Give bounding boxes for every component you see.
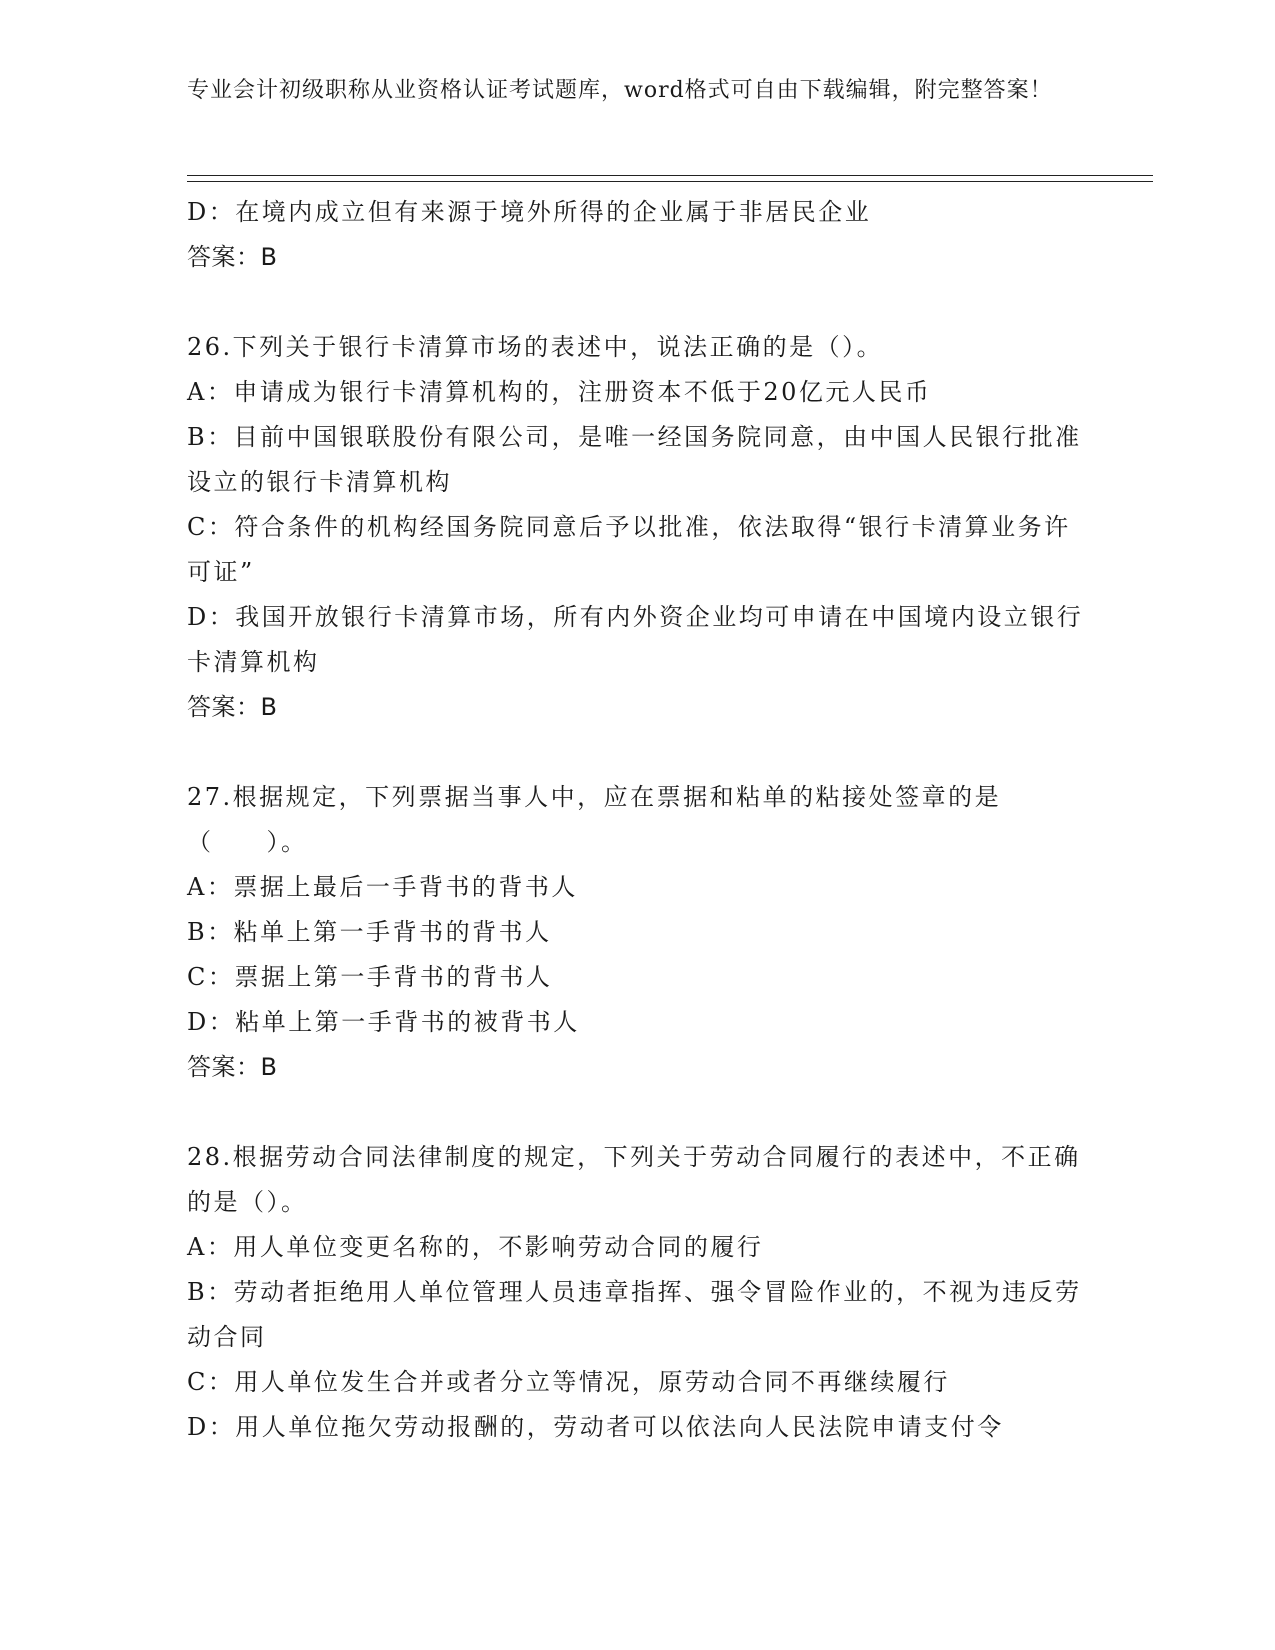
question-27-answer: 答案：B [187,1053,278,1081]
question-27-stem: 27.根据规定，下列票据当事人中，应在票据和粘单的粘接处签章的是（ ）。 [187,783,1002,856]
question-26-option-c: C：符合条件的机构经国务院同意后予以批准，依法取得“银行卡清算业务许可证” [187,513,1071,586]
question-26-answer: 答案：B [187,693,278,721]
question-26-option-a: A：申请成为银行卡清算机构的，注册资本不低于20亿元人民币 [187,378,932,406]
question-28-option-b: B：劳动者拒绝用人单位管理人员违章指挥、强令冒险作业的，不视为违反劳动合同 [187,1278,1082,1351]
spacer [187,280,1087,325]
question-27-option-d: D：粘单上第一手背书的被背书人 [187,1008,580,1036]
question-27-option-a: A：票据上最后一手背书的背书人 [187,873,578,901]
question-28-option-c: C：用人单位发生合并或者分立等情况，原劳动合同不再继续履行 [187,1368,950,1396]
question-26-stem: 26.下列关于银行卡清算市场的表述中，说法正确的是（）。 [187,333,884,361]
header-divider [187,175,1153,182]
question-26-option-b: B：目前中国银联股份有限公司，是唯一经国务院同意，由中国人民银行批准设立的银行卡清算机构 [187,423,1082,496]
question-27-option-c: C：票据上第一手背书的背书人 [187,963,553,991]
spacer [187,1090,1087,1135]
prev-option-d: D：在境内成立但有来源于境外所得的企业属于非居民企业 [187,198,872,226]
question-28-stem: 28.根据劳动合同法律制度的规定，下列关于劳动合同履行的表述中，不正确的是（）。 [187,1143,1081,1216]
page-header: 专业会计初级职称从业资格认证考试题库，word格式可自由下载编辑，附完整答案！ [187,78,1053,103]
prev-answer: 答案：B [187,243,278,271]
question-26-option-d: D：我国开放银行卡清算市场，所有内外资企业均可申请在中国境内设立银行卡清算机构 [187,603,1084,676]
question-28 [187,1135,1087,1450]
question-26 [187,325,1087,730]
question-content [187,190,1087,1450]
spacer [187,730,1087,775]
question-28-option-d: D：用人单位拖欠劳动报酬的，劳动者可以依法向人民法院申请支付令 [187,1413,1004,1441]
question-27-option-b: B：粘单上第一手背书的背书人 [187,918,552,946]
question-27 [187,775,1087,1090]
question-28-option-a: A：用人单位变更名称的，不影响劳动合同的履行 [187,1233,764,1261]
